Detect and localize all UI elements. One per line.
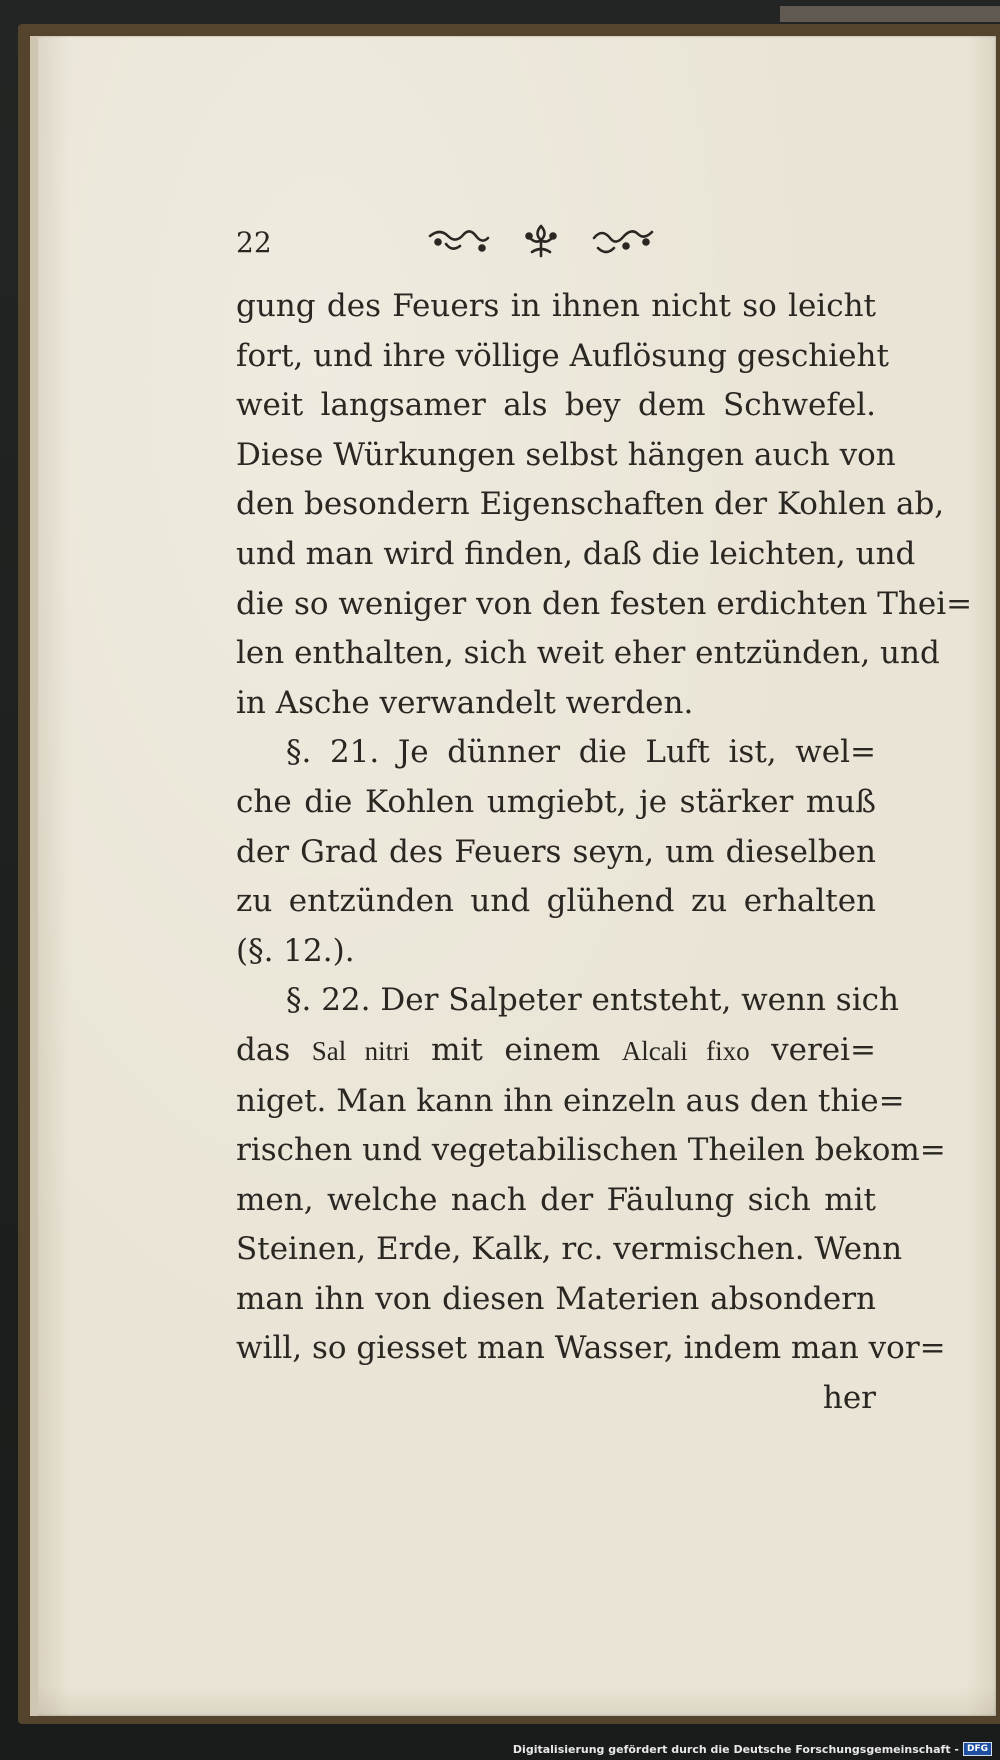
text-segment: in Asche verwandelt werden. xyxy=(236,684,694,721)
page-gutter xyxy=(30,36,38,1716)
text-segment: men, welche nach der Fäulung sich mit xyxy=(236,1181,876,1218)
text-segment: verei= xyxy=(749,1031,876,1068)
text-line xyxy=(236,877,876,927)
text-line xyxy=(236,381,876,431)
text-segment: den besondern Eigenschaften der Kohlen ab, xyxy=(236,486,945,523)
text-segment: fort, und ihre völlige Auflösung geschieht xyxy=(236,337,889,374)
text-line xyxy=(236,1225,903,1275)
text-segment: die so weniger von den festen erdichten Thei= xyxy=(236,585,973,622)
ornament-icon xyxy=(426,222,656,262)
text-line xyxy=(236,1275,876,1325)
text-segment: Diese Würkungen selbst hängen auch von xyxy=(236,436,896,473)
digitization-credit xyxy=(513,1742,992,1756)
text-segment: rischen und vegetabilischen Theilen bekom= xyxy=(236,1132,946,1169)
text-segment: gung des Feuers in ihnen nicht so leicht xyxy=(236,288,876,324)
cover-edge-strip xyxy=(780,6,1000,22)
text-segment: che die Kohlen umgiebt, je stärker muß xyxy=(236,783,876,820)
text-line xyxy=(236,1324,946,1374)
text-segment: (§. 12.). xyxy=(236,932,355,969)
text-line xyxy=(236,480,945,530)
text-line xyxy=(236,431,896,481)
text-segment: Steinen, Erde, Kalk, rc. vermischen. Wenn xyxy=(236,1231,903,1268)
latin-term: Sal nitri xyxy=(311,1035,410,1066)
text-segment: das xyxy=(236,1031,312,1068)
text-line xyxy=(236,679,876,729)
text-line xyxy=(236,332,889,382)
text-line xyxy=(236,1126,946,1176)
text-line xyxy=(236,1026,876,1077)
text-line xyxy=(236,580,973,630)
text-line xyxy=(236,1176,876,1226)
text-segment: zu entzünden und glühend zu erhalten xyxy=(236,883,876,920)
text-line xyxy=(236,778,876,828)
text-line xyxy=(236,629,940,679)
page-number: 22 xyxy=(236,226,272,259)
text-line xyxy=(236,530,916,580)
page-body-text xyxy=(236,282,973,1424)
text-line xyxy=(236,927,876,977)
text-segment: weit langsamer als bey dem Schwefel. xyxy=(236,387,876,424)
text-segment: len enthalten, sich weit eher entzünden, und xyxy=(236,635,940,672)
text-segment: und man wird finden, daß die leichten, und xyxy=(236,535,916,572)
text-line xyxy=(236,728,876,778)
text-line xyxy=(236,282,876,332)
credit-text: Digitalisierung gefördert durch die Deutsche Forschungsgemeinschaft - xyxy=(512,1742,959,1756)
text-segment: will, so giesset man Wasser, indem man vor= xyxy=(236,1330,946,1367)
text-segment: niget. Man kann ihn einzeln aus den thie= xyxy=(236,1082,905,1119)
latin-term: Alcali fixo xyxy=(621,1035,750,1066)
text-segment: man ihn von diesen Materien absondern xyxy=(236,1280,876,1317)
text-line xyxy=(236,976,899,1026)
text-line xyxy=(236,1077,905,1127)
dfg-logo: DFG xyxy=(963,1742,992,1756)
text-segment: her xyxy=(822,1380,876,1417)
text-segment: der Grad des Feuers seyn, um dieselben xyxy=(236,833,876,870)
text-segment: mit einem xyxy=(409,1031,622,1068)
text-segment: §. 21. Je dünner die Luft ist, wel= xyxy=(286,734,876,771)
text-line xyxy=(236,828,876,878)
text-line xyxy=(236,1374,876,1424)
page-header xyxy=(236,222,876,262)
text-segment: §. 22. Der Salpeter entsteht, wenn sich xyxy=(286,982,899,1019)
